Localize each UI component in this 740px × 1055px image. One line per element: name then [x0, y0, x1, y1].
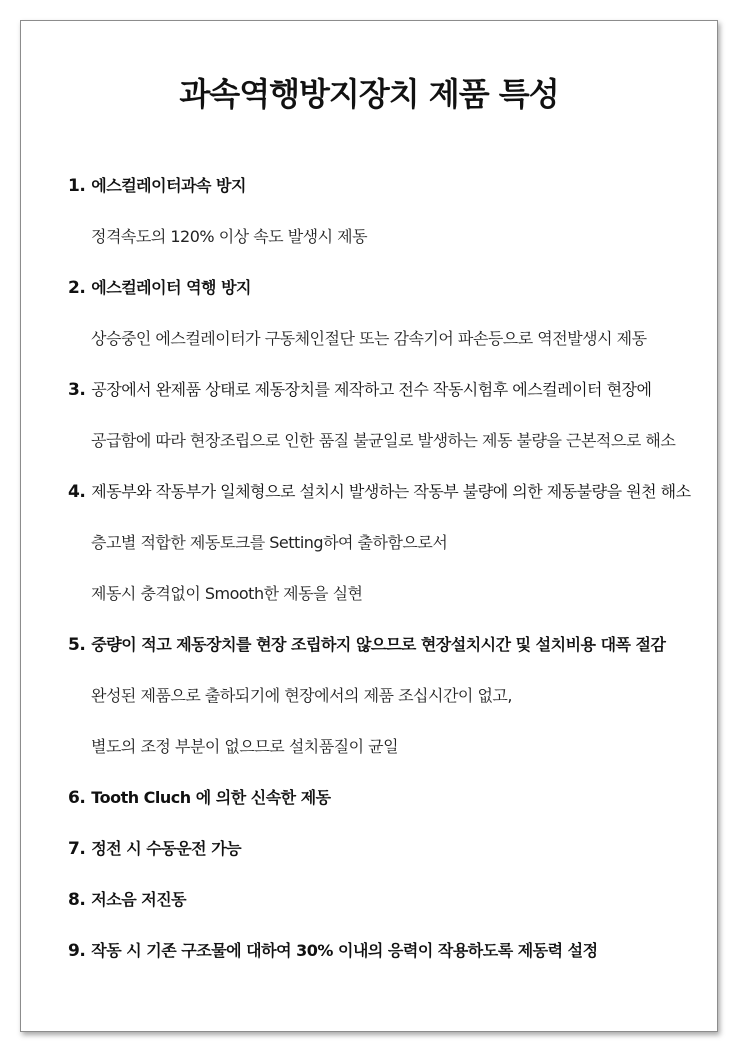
feature-item-5 [68, 635, 665, 655]
feature-item-7 [68, 839, 241, 859]
item-4-detail-a: 층고별 적합한 제동토크를 Setting하여 출하함으로서 [91, 533, 448, 552]
item-text: 작동 시 기존 구조물에 대하여 30% 이내의 응력이 작용하도록 제동력 설정 [91, 941, 598, 960]
feature-item-8 [68, 890, 186, 910]
item-number: 4. [68, 482, 86, 502]
item-text: 에스컬레이터 역행 방지 [91, 278, 251, 297]
item-5-detail-b: 별도의 조정 부분이 없으므로 설치품질이 균일 [91, 737, 399, 756]
item-2-detail: 상승중인 에스컬레이터가 구동체인절단 또는 감속기어 파손등으로 역전발생시 제동 [91, 329, 647, 348]
item-5-detail-a: 완성된 제품으로 출하되기에 현장에서의 제품 조십시간이 없고, [91, 686, 512, 705]
item-number: 9. [68, 941, 86, 961]
feature-item-2 [68, 278, 251, 298]
item-number: 7. [68, 839, 86, 859]
feature-item-9 [68, 941, 598, 961]
item-number: 3. [68, 380, 86, 400]
item-text: 에스컬레이터과속 방지 [91, 176, 246, 195]
item-text: 정전 시 수동운전 가능 [91, 839, 242, 858]
item-text: 저소음 저진동 [91, 890, 187, 909]
item-text: 중량이 적고 제동장치를 현장 조립하지 않으므로 현장설치시간 및 설치비용 대폭 절감 [91, 635, 666, 654]
item-text: 제동부와 작동부가 일체형으로 설치시 발생하는 작동부 불량에 의한 제동불량을 원천 해소 [91, 482, 691, 501]
item-4-detail-b: 제동시 충격없이 Smooth한 제동을 실현 [91, 584, 363, 603]
item-number: 2. [68, 278, 86, 298]
page-title: 과속역행방지장치 제품 특성 [179, 75, 559, 113]
item-text: Tooth Cluch 에 의한 신속한 제동 [91, 788, 331, 807]
item-text: 공장에서 완제품 상태로 제동장치를 제작하고 전수 작동시험후 에스컬레이터 현장에 [91, 380, 652, 399]
document-page [20, 20, 718, 1032]
item-3-detail: 공급함에 따라 현장조립으로 인한 품질 불균일로 발생하는 제동 불량을 근본적으로 해소 [91, 431, 676, 450]
item-1-detail: 정격속도의 120% 이상 속도 발생시 제동 [91, 227, 368, 246]
item-number: 6. [68, 788, 86, 808]
feature-item-3 [68, 380, 651, 400]
item-number: 1. [68, 176, 86, 196]
feature-item-6 [68, 788, 331, 808]
feature-item-4 [68, 482, 691, 502]
item-number: 8. [68, 890, 86, 910]
item-number: 5. [68, 635, 86, 655]
feature-item-1 [68, 176, 246, 196]
